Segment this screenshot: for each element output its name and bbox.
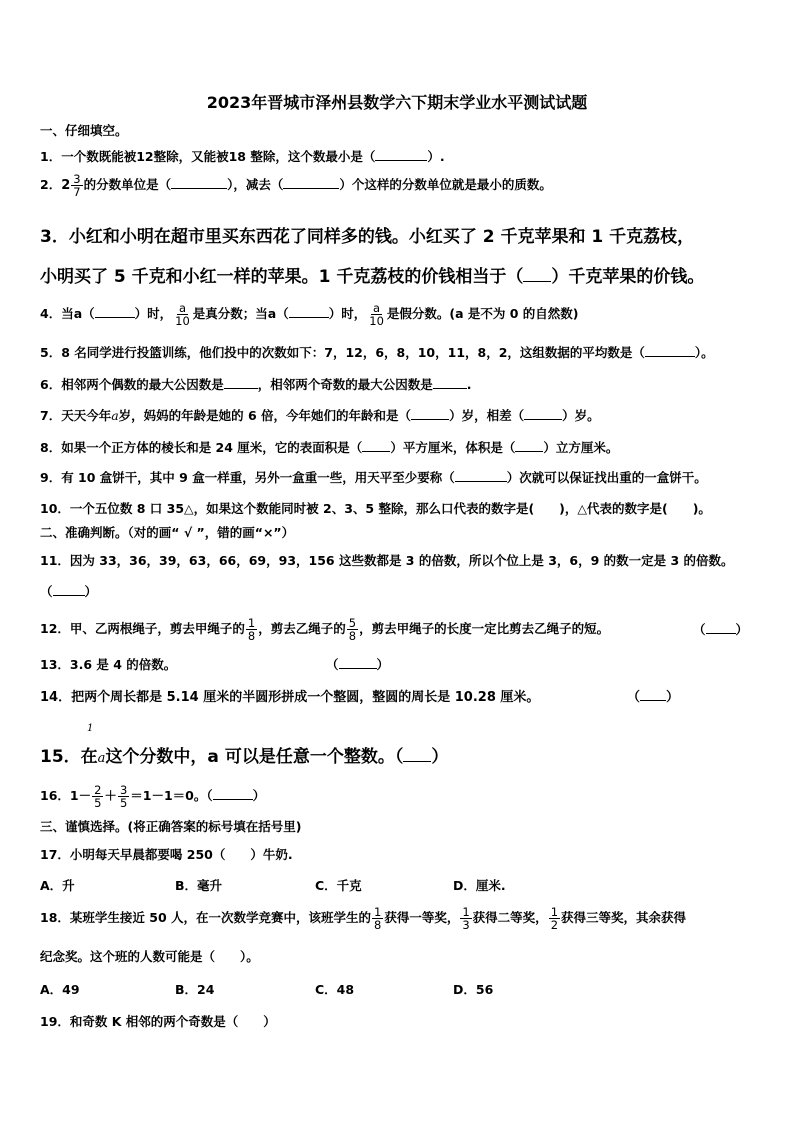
q8-text-b: ）平方厘米，体积是（ — [390, 440, 516, 455]
q14-paren-close: ） — [666, 690, 680, 705]
q2-number: 2． — [40, 177, 62, 193]
q18-fraction-1-denominator: 8 — [374, 918, 382, 933]
q2-fraction-denominator: 7 — [73, 185, 81, 200]
q18-option-a[interactable]: A．49 — [40, 982, 80, 997]
q5-text: 5．8 名同学进行投篮训练，他们投中的次数如下：7，12，6，8，10，11，8，2，这组数据的平均数是（ — [40, 345, 645, 360]
q7-text-a: 7．天天今年 — [40, 408, 112, 423]
q12-fraction-1-numerator: 1 — [247, 616, 256, 630]
page-title: 2023年晋城市泽州县数学六下期末学业水平测试试题 — [206, 93, 588, 112]
q18-text-c: 获得二等奖， — [472, 910, 548, 926]
q6-text-b: ，相邻两个奇数的最大公因数是 — [257, 377, 433, 392]
q4-text-a: 当a（ — [61, 306, 95, 322]
q7-answer-blank-2[interactable] — [524, 419, 562, 420]
q18-fraction-3-numerator: 1 — [550, 905, 559, 919]
q18-option-b[interactable]: B．24 — [175, 982, 215, 997]
q11-paren-close: ） — [84, 584, 98, 599]
q16-fraction-1-numerator: 2 — [94, 783, 102, 797]
q4-fraction-2 — [367, 302, 386, 327]
question-6 — [40, 375, 471, 393]
q4-fraction-2-denominator: 10 — [369, 314, 384, 329]
q1-text: 一个数既能被12整除，又能被18 整除，这个数最小是（ — [61, 149, 376, 164]
q14-answer-blank[interactable] — [640, 700, 666, 701]
q3-text-b: ）千克苹果的价钱。 — [551, 267, 705, 287]
q15-text-b: 这个分数中，a 可以是任意一个整数。（ — [105, 747, 404, 767]
section-heading-1: 一、仔细填空。 — [40, 123, 128, 138]
q2-fraction — [71, 173, 82, 198]
q1-text-end: ）. — [427, 149, 445, 164]
question-2 — [40, 173, 552, 198]
q18-fraction-1-numerator: 1 — [374, 905, 382, 919]
q12-paren-close: ） — [735, 622, 749, 637]
q12-fraction-2-denominator: 8 — [348, 629, 357, 644]
q5-text-end: ）。 — [694, 345, 714, 360]
q14-answer — [627, 686, 679, 705]
q17-option-c[interactable]: C．千克 — [315, 878, 362, 893]
q18-option-c[interactable]: C．48 — [315, 982, 355, 997]
q16-text-a: 16．1－ — [40, 788, 92, 804]
q18-option-d[interactable]: D．56 — [453, 982, 494, 997]
q8-answer-blank-2[interactable] — [515, 451, 543, 452]
q11-answer-blank[interactable] — [53, 595, 85, 596]
q8-answer-blank-1[interactable] — [362, 451, 390, 452]
q16-fraction-1-denominator: 5 — [94, 796, 102, 811]
section-heading-3: 三、谨慎选择。(将正确答案的标号填在括号里) — [40, 819, 302, 834]
question-13: 13．3.6 是 4 的倍数。 — [40, 657, 177, 672]
q5-answer-blank[interactable] — [645, 356, 695, 357]
q1-answer-blank[interactable] — [375, 160, 427, 161]
q18-text-d: 获得三等奖，其余获得 — [561, 910, 687, 926]
q17-option-b[interactable]: B．毫升 — [175, 878, 223, 893]
q7-answer-blank-1[interactable] — [411, 419, 449, 420]
q4-text-d: ）时， — [328, 306, 367, 322]
q6-answer-blank-1[interactable] — [224, 388, 258, 389]
q12-fraction-1 — [246, 617, 257, 642]
q13-paren-close: ） — [376, 657, 390, 672]
q16-fraction-2-denominator: 5 — [119, 796, 128, 811]
question-18-line-2: 纪念奖。这个班的人数可能是（ ）。 — [40, 949, 259, 964]
q16-fraction-2 — [118, 784, 129, 809]
question-1 — [40, 147, 445, 165]
q12-text-a: 12．甲、乙两根绳子，剪去甲绳子的 — [40, 621, 245, 637]
q15-text-c: ） — [431, 747, 449, 767]
q18-text-a: 18．某班学生接近 50 人，在一次数学竞赛中，该班学生的 — [40, 910, 371, 926]
q13-answer — [326, 655, 389, 673]
q4-fraction-1 — [173, 302, 192, 327]
q12-answer-blank[interactable] — [706, 633, 736, 634]
q18-fraction-3-denominator: 2 — [550, 918, 559, 933]
q4-text-e: 是假分数。(a 是不为 0 的自然数) — [386, 306, 579, 322]
q18-fraction-2-numerator: 1 — [462, 905, 470, 919]
q2-text-c: ）个这样的分数单位就是最小的质数。 — [339, 177, 552, 193]
q6-text-c: . — [466, 377, 472, 392]
q2-answer-blank-1[interactable] — [171, 188, 227, 189]
question-19: 19．和奇数 K 相邻的两个奇数是（ ） — [40, 1014, 276, 1029]
question-12 — [40, 617, 609, 642]
q12-text-c: ，剪去甲绳子的长度一定比剪去乙绳子的短。 — [359, 621, 610, 637]
q15-numerator: 1 — [87, 723, 94, 734]
q12-text-b: ，剪去乙绳子的 — [258, 621, 346, 637]
q14-paren-open: （ — [627, 690, 641, 705]
question-18-line-1 — [40, 906, 686, 931]
q2-mixed-integer: 2 — [61, 178, 71, 194]
q18-fraction-3 — [549, 906, 560, 931]
q18-fraction-2-denominator: 3 — [462, 918, 470, 933]
q15-denominator: a — [97, 751, 106, 766]
q16-answer-blank[interactable] — [213, 799, 253, 800]
question-15 — [40, 742, 448, 767]
q18-text-b: 获得一等奖， — [384, 910, 460, 926]
q16-text-d: ） — [252, 788, 266, 804]
q9-answer-blank[interactable] — [455, 481, 507, 482]
q15-text-a: 15．在 — [40, 747, 98, 767]
q1-number: 1． — [40, 149, 62, 164]
question-11-answer — [40, 582, 97, 600]
question-3-line-1: 3．小红和小明在超市里买东西花了同样多的钱。小红买了 2 千克苹果和 1 千克荔枝， — [40, 227, 695, 247]
q4-number: 4． — [40, 306, 62, 322]
question-14: 14．把两个周长都是 5.14 厘米的半圆形拼成一个整圆，整圆的周长是 10.28 厘米。 — [40, 690, 540, 705]
q7-text-c: ）岁，相差（ — [449, 408, 525, 423]
question-17: 17．小明每天早晨都要喝 250（ ）牛奶. — [40, 847, 293, 862]
q12-paren-open: （ — [693, 622, 706, 637]
q7-variable: a — [111, 408, 119, 423]
q9-text-b: ）次就可以保证找出重的一盒饼干。 — [506, 470, 707, 485]
q13-answer-blank[interactable] — [339, 668, 377, 669]
q18-fraction-1 — [372, 906, 383, 931]
question-3-line-2 — [40, 262, 704, 287]
q4-answer-blank-1[interactable] — [95, 317, 135, 318]
section-heading-2: 二、准确判断。（对的画“ √ ”，错的画“×”） — [40, 525, 295, 540]
q3-answer-blank[interactable] — [523, 281, 551, 282]
q17-option-a[interactable]: A．升 — [40, 878, 75, 893]
q4-fraction-1-denominator: 10 — [175, 314, 190, 329]
q3-text-a: 小明买了 5 千克和小红一样的苹果。1 千克荔枝的价钱相当于（ — [40, 267, 524, 287]
question-5 — [40, 343, 714, 361]
q12-fraction-2 — [347, 617, 358, 642]
q16-fraction-2-numerator: 3 — [119, 783, 128, 797]
q2-answer-blank-2[interactable] — [283, 188, 339, 189]
q7-text-b: 岁，妈妈的年龄是她的 6 倍，今年她们的年龄和是（ — [118, 408, 412, 423]
question-7 — [40, 406, 600, 424]
q8-text-a: 8．如果一个正方体的棱长和是 24 厘米，它的表面积是（ — [40, 440, 363, 455]
q4-text-b: ）时， — [134, 306, 173, 322]
question-16 — [40, 784, 265, 809]
question-8 — [40, 438, 618, 456]
q8-text-c: ）立方厘米。 — [543, 440, 619, 455]
question-9 — [40, 468, 707, 486]
q17-option-d[interactable]: D．厘米. — [453, 878, 506, 893]
q4-fraction-2-numerator: a — [373, 301, 381, 315]
q2-fraction-numerator: 3 — [73, 172, 81, 186]
question-4 — [40, 302, 579, 327]
question-11: 11．因为 33，36，39，63，66，69，93，156 这些数都是 3 的倍数，所以个位上是 3，6，9 的数一定是 3 的倍数。 — [40, 553, 734, 568]
q11-paren-open: （ — [40, 584, 53, 599]
q6-answer-blank-2[interactable] — [433, 388, 467, 389]
q13-paren-open: （ — [326, 657, 339, 672]
q2-text-b: ），减去（ — [227, 177, 284, 193]
q4-text-c: 是真分数；当a（ — [192, 306, 289, 322]
q12-answer — [693, 620, 748, 638]
q16-fraction-1 — [92, 784, 103, 809]
q16-text-b: ＋ — [104, 788, 117, 804]
q6-text-a: 6．相邻两个偶数的最大公因数是 — [40, 377, 224, 392]
q16-text-c: ＝1－1＝0。（ — [130, 788, 213, 804]
q12-fraction-2-numerator: 5 — [348, 616, 357, 630]
q12-fraction-1-denominator: 8 — [247, 629, 256, 644]
q4-answer-blank-2[interactable] — [289, 317, 329, 318]
q18-fraction-2 — [460, 906, 471, 931]
question-10: 10．一个五位数 8 口 35△，如果这个数能同时被 2、3、5 整除，那么口代表的数字是( )，△代表的数字是( )。 — [40, 501, 711, 516]
q4-fraction-1-numerator: a — [178, 301, 186, 315]
q15-answer-blank[interactable] — [403, 761, 431, 762]
q9-text-a: 9．有 10 盒饼干，其中 9 盒一样重，另外一盒重一些，用天平至少要称（ — [40, 470, 455, 485]
q7-text-d: ）岁。 — [562, 408, 600, 423]
q2-text-a: 的分数单位是（ — [83, 177, 172, 193]
